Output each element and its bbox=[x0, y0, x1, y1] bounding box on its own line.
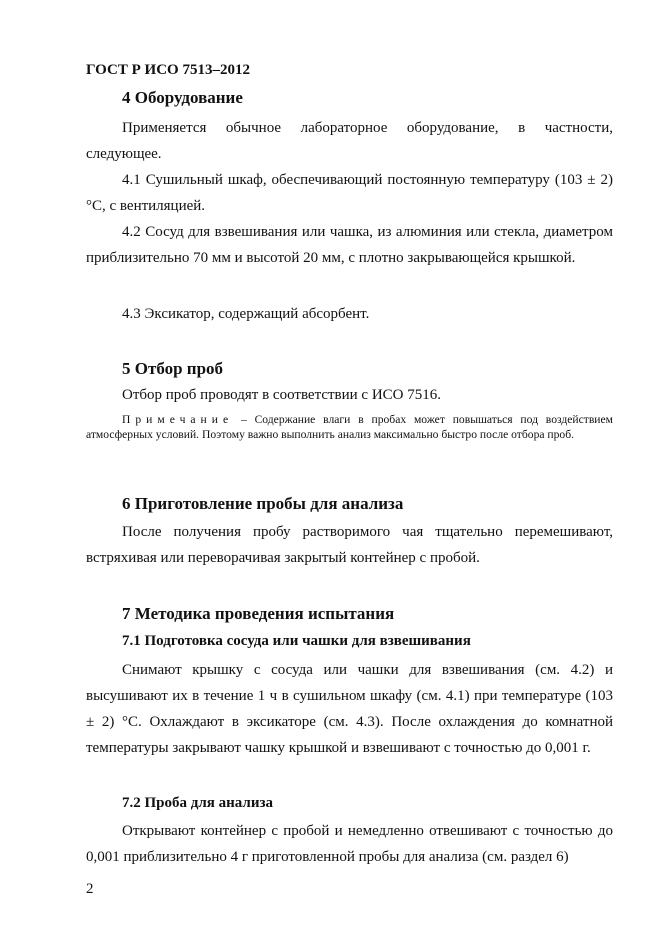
subsection-7-1-title: 7.1 Подготовка сосуда или чашки для взвешивания bbox=[122, 633, 471, 649]
note-label: Примечание bbox=[122, 413, 234, 426]
item-4-1: 4.1 Сушильный шкаф, обеспечивающий постоянную температуру (103 ± 2) °С, с вентиляцией. bbox=[86, 172, 613, 214]
subsection-7-2-text: Открывают контейнер с пробой и немедленно отвешивают с точностью до 0,001 приблизительно 4 г приготовленной пробы для анализа (см. раздел 6) bbox=[86, 823, 613, 865]
section-5-text: Отбор проб проводят в соответствии с ИСО 7516. bbox=[122, 387, 442, 403]
section-5-note bbox=[86, 413, 613, 442]
subsection-7-2-title: 7.2 Проба для анализа bbox=[122, 795, 273, 811]
section-6-title: 6 Приготовление пробы для анализа bbox=[122, 494, 404, 513]
subsection-7-1-text: Снимают крышку с сосуда или чашки для взвешивания (см. 4.2) и высушивают их в течение 1 ч в сушильном шкафу (см. 4.1) при температуре (103 ± 2) °С. Охлаждают в эксикаторе (см. 4.3). После охлаждения до комнатной температуры закрывают чашку крышкой и взвешивают с точностью до 0,001 г. bbox=[86, 662, 613, 756]
section-6-text: После получения пробу растворимого чая тщательно перемешивают, встряхивая или переворачивая закрытый контейнер с пробой. bbox=[86, 524, 613, 566]
document-header: ГОСТ Р ИСО 7513–2012 bbox=[86, 62, 250, 78]
item-4-3: 4.3 Эксикатор, содержащий абсорбент. bbox=[122, 306, 370, 322]
section-4-title: 4 Оборудование bbox=[122, 88, 243, 107]
item-4-2: 4.2 Сосуд для взвешивания или чашка, из алюминия или стекла, диаметром приблизительно 70 мм и высотой 20 мм, с плотно закрывающейся крышкой. bbox=[86, 224, 613, 266]
section-7-title: 7 Методика проведения испытания bbox=[122, 604, 395, 623]
page-number: 2 bbox=[86, 881, 94, 897]
section-4-intro: Применяется обычное лабораторное оборудование, в частности, следующее. bbox=[86, 120, 613, 162]
section-5-title: 5 Отбор проб bbox=[122, 359, 224, 378]
note-text: – Содержание влаги в пробах может повышаться под воздействием атмосферных условий. Поэтому важно выполнить анализ максимально быстро после отбора проб. bbox=[86, 413, 613, 441]
